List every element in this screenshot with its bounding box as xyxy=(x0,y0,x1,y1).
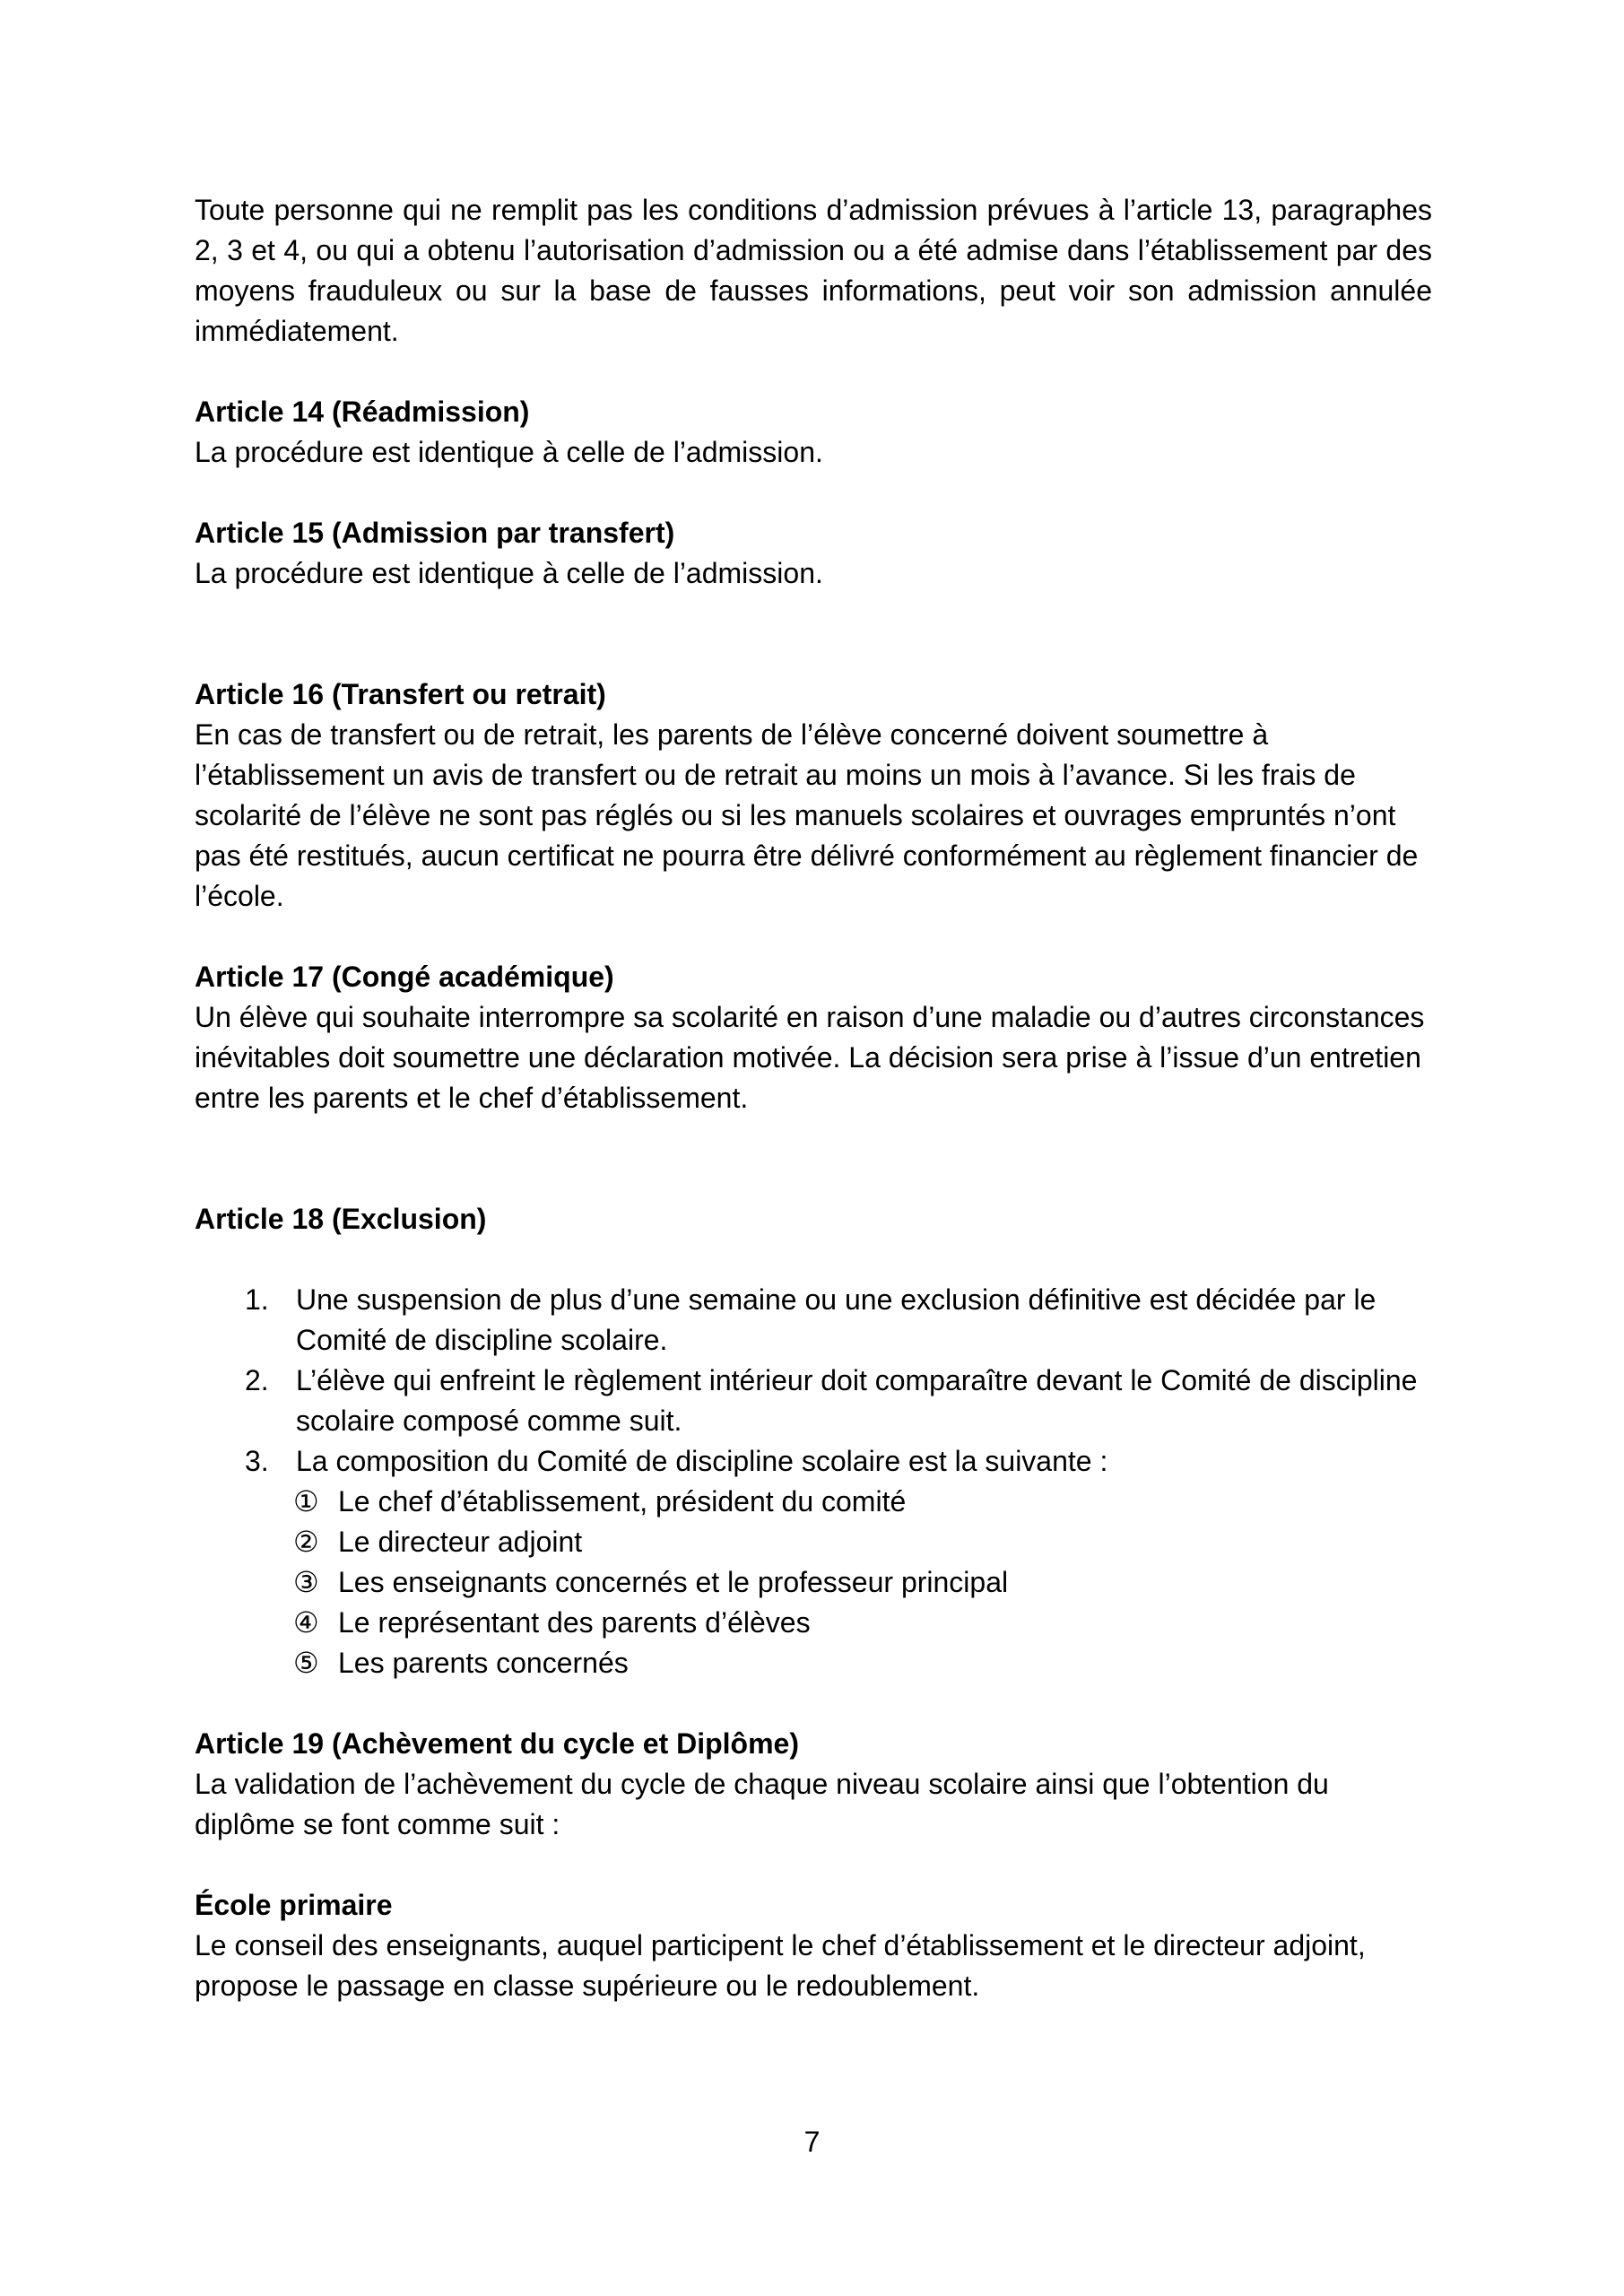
blank-line xyxy=(195,917,1432,957)
committee-member-item xyxy=(293,1562,1432,1603)
blank-line xyxy=(195,352,1432,392)
page-number: 7 xyxy=(803,2126,821,2158)
list-item-text: L’élève qui enfreint le règlement intérieur doit comparaître devant le Comité de discipline scolaire composé comme suit. xyxy=(296,1364,1418,1437)
circled-number-marker: ⑤ xyxy=(293,1647,319,1679)
list-item-marker: 1. xyxy=(245,1283,269,1316)
article-heading: Article 14 (Réadmission) xyxy=(195,396,530,428)
list-item-marker: 3. xyxy=(245,1445,269,1477)
paragraph: La procédure est identique à celle de l’admission. xyxy=(195,436,823,468)
committee-member-text: Les parents concernés xyxy=(338,1647,629,1679)
paragraph: Toute personne qui ne remplit pas les conditions d’admission prévues à l’article 13, paragraphes 2, 3 et 4, ou qui a obtenu l’autorisation d’admission ou a été admise dans l’établissement par des moyens frauduleux ou sur la base de fausses informations, peut voir son admission annulée immédiatement. xyxy=(195,194,1432,347)
numbered-list xyxy=(195,1280,1432,1683)
list-item xyxy=(245,1441,1432,1482)
blank-line xyxy=(195,1845,1432,1885)
committee-member-item xyxy=(293,1643,1432,1683)
article-heading: École primaire xyxy=(195,1889,393,1921)
blank-line xyxy=(195,1159,1432,1199)
article-heading: Article 15 (Admission par transfert) xyxy=(195,517,675,549)
article-heading: Article 19 (Achèvement du cycle et Diplôme) xyxy=(195,1727,799,1760)
committee-member-text: Les enseignants concernés et le professeur principal xyxy=(338,1566,1009,1598)
blank-line xyxy=(195,1118,1432,1159)
committee-member-item xyxy=(293,1603,1432,1643)
blank-line xyxy=(195,594,1432,634)
committee-member-text: Le représentant des parents d’élèves xyxy=(338,1606,811,1639)
article-heading: Article 17 (Congé académique) xyxy=(195,961,614,993)
list-item-text: Une suspension de plus d’une semaine ou une exclusion définitive est décidée par le Comité de discipline scolaire. xyxy=(296,1283,1376,1356)
blank-line xyxy=(195,1239,1432,1280)
article-heading: Article 16 (Transfert ou retrait) xyxy=(195,678,606,710)
paragraph: Un élève qui souhaite interrompre sa scolarité en raison d’une maladie ou d’autres circonstances inévitables doit soumettre une déclaration motivée. La décision sera prise à l’issue d’un entretien entre les parents et le chef d’établissement. xyxy=(195,1001,1425,1114)
blank-line xyxy=(195,473,1432,513)
circled-number-marker: ② xyxy=(293,1526,319,1558)
circled-number-marker: ③ xyxy=(293,1566,319,1598)
circled-number-marker: ① xyxy=(293,1485,319,1518)
blank-line xyxy=(195,634,1432,674)
committee-member-item xyxy=(293,1522,1432,1562)
paragraph: La validation de l’achèvement du cycle de chaque niveau scolaire ainsi que l’obtention du diplôme se font comme suit : xyxy=(195,1768,1329,1840)
committee-member-text: Le directeur adjoint xyxy=(338,1526,583,1558)
circled-number-marker: ④ xyxy=(293,1606,319,1639)
article-heading: Article 18 (Exclusion) xyxy=(195,1203,487,1235)
list-item xyxy=(245,1361,1432,1441)
paragraph: En cas de transfert ou de retrait, les parents de l’élève concerné doivent soumettre à l’établissement un avis de transfert ou de retrait au moins un mois à l’avance. Si les frais de scolarité de l’élève ne sont pas réglés ou si les manuels scolaires et ouvrages empruntés n’ont pas été restitués, aucun certificat ne pourra être délivré conformément au règlement financier de l’école. xyxy=(195,718,1419,912)
paragraph: La procédure est identique à celle de l’admission. xyxy=(195,557,823,589)
list-item-marker: 2. xyxy=(245,1364,269,1396)
blank-line xyxy=(195,1683,1432,1724)
committee-member-item xyxy=(293,1482,1432,1522)
list-item xyxy=(245,1280,1432,1361)
list-item-text: La composition du Comité de discipline scolaire est la suivante : xyxy=(296,1445,1108,1477)
committee-member-text: Le chef d’établissement, président du comité xyxy=(338,1485,907,1518)
document-content xyxy=(195,190,1432,2006)
paragraph: Le conseil des enseignants, auquel participent le chef d’établissement et le directeur adjoint, propose le passage en classe supérieure ou le redoublement. xyxy=(195,1929,1366,2002)
